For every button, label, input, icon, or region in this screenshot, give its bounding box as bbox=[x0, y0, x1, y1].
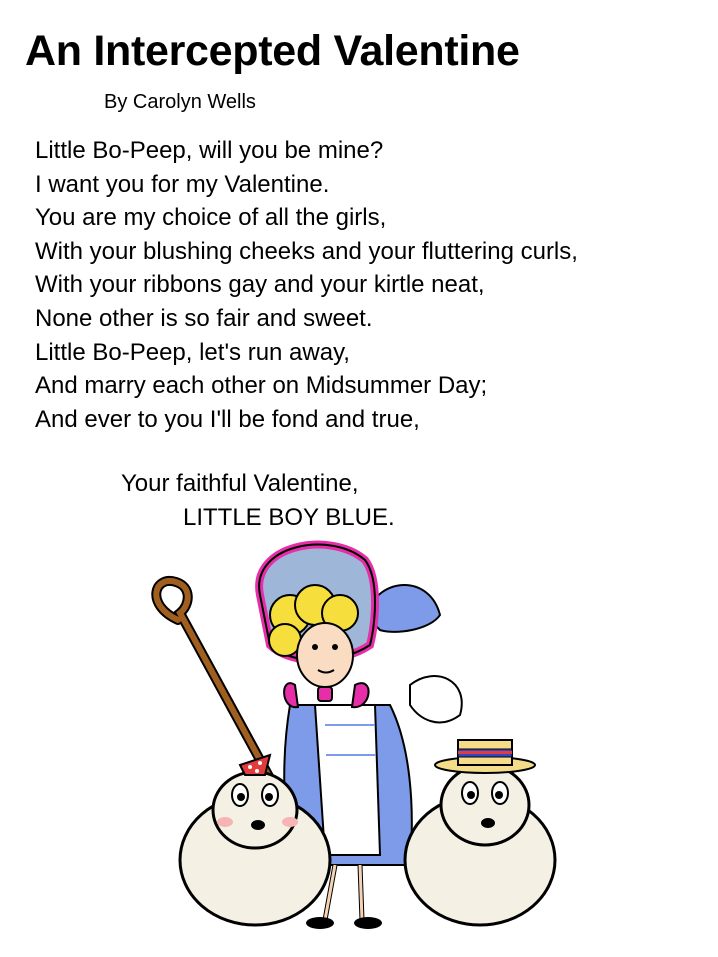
poem-line: I want you for my Valentine. bbox=[35, 170, 330, 198]
poem-signature: LITTLE BOY BLUE. bbox=[183, 504, 395, 531]
poem-byline: By Carolyn Wells bbox=[104, 91, 256, 113]
poem-line: You are my choice of all the girls, bbox=[35, 204, 387, 232]
back-bow bbox=[365, 585, 462, 722]
poem-line: Little Bo-Peep, let's run away, bbox=[35, 338, 350, 366]
poem-title: An Intercepted Valentine bbox=[25, 27, 520, 75]
sheep-right bbox=[405, 740, 555, 925]
face bbox=[297, 623, 353, 687]
poem-body bbox=[35, 134, 578, 436]
poem-line: And ever to you I'll be fond and true, bbox=[35, 405, 420, 433]
chin-bow bbox=[284, 683, 368, 707]
poem-closing: Your faithful Valentine, bbox=[121, 470, 359, 497]
poem-line: Little Bo-Peep, will you be mine? bbox=[35, 137, 384, 164]
poem-line: With your ribbons gay and your kirtle neat, bbox=[35, 271, 485, 299]
poem-line: And marry each other on Midsummer Day; bbox=[35, 372, 488, 400]
poem-line: None other is so fair and sweet. bbox=[35, 304, 373, 332]
bo-peep-illustration bbox=[140, 535, 580, 935]
poem-line: With your blushing cheeks and your fluttering curls, bbox=[35, 237, 578, 265]
